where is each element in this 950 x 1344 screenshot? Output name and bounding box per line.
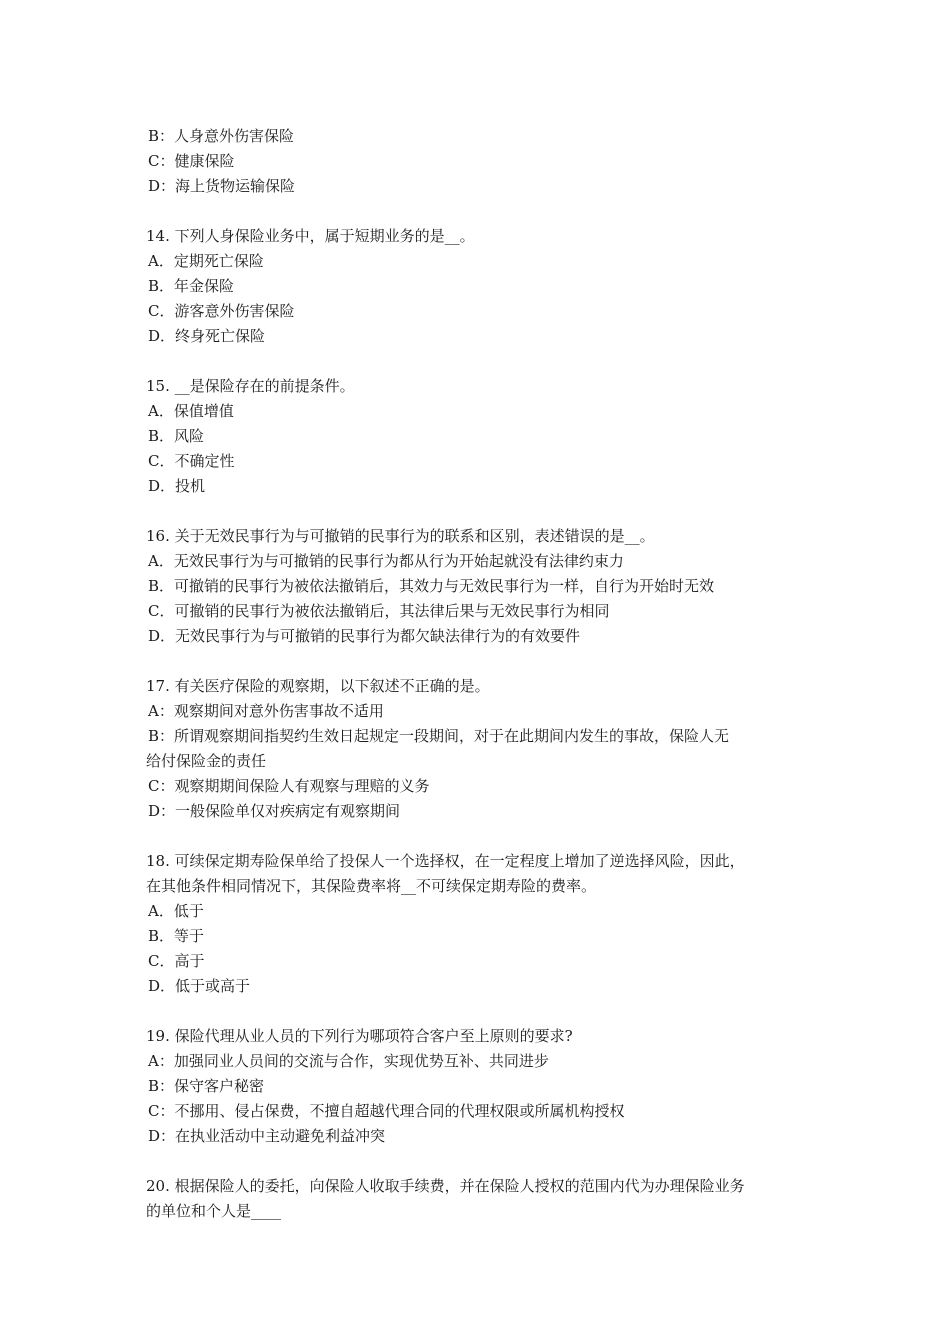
option-c: C．游客意外伤害保险 — [148, 302, 295, 320]
option-d: D：在执业活动中主动避免利益冲突 — [148, 1127, 386, 1145]
option-b: B：保守客户秘密 — [148, 1077, 265, 1095]
option-b: B．年金保险 — [148, 277, 235, 295]
option-b: B：所谓观察期间指契约生效日起规定一段期间，对于在此期间内发生的事故，保险人无 — [148, 727, 730, 745]
option-a: A：观察期间对意外伤害事故不适用 — [148, 702, 384, 720]
question-16 — [146, 524, 818, 649]
question-stem-continuation: 在其他条件相同情况下，其保险费率将__不可续保定期寿险的费率。 — [146, 877, 597, 895]
question-stem: 14. 下列人身保险业务中，属于短期业务的是__。 — [146, 227, 475, 245]
option-a: A．低于 — [148, 902, 204, 920]
question-15 — [146, 374, 818, 499]
option-c: C．高于 — [148, 952, 205, 970]
question-17 — [146, 674, 818, 824]
document-page — [146, 124, 818, 1224]
question-stem: 15. __是保险存在的前提条件。 — [146, 377, 355, 395]
question-stem: 16. 关于无效民事行为与可撤销的民事行为的联系和区别，表述错误的是__。 — [146, 527, 655, 545]
question-stem: 20. 根据保险人的委托，向保险人收取手续费，并在保险人授权的范围内代为办理保险业务 — [146, 1177, 745, 1195]
option-b: B：人身意外伤害保险 — [148, 127, 295, 145]
option-c: C：健康保险 — [148, 152, 235, 170]
option-c: C：观察期期间保险人有观察与理赔的义务 — [148, 777, 430, 795]
option-d: D．无效民事行为与可撤销的民事行为都欠缺法律行为的有效要件 — [148, 627, 581, 645]
option-a: A．无效民事行为与可撤销的民事行为都从行为开始起就没有法律约束力 — [148, 552, 624, 570]
option-a: A：加强同业人员间的交流与合作，实现优势互补、共同进步 — [148, 1052, 549, 1070]
option-d: D：海上货物运输保险 — [148, 177, 296, 195]
option-c: C：不挪用、侵占保费，不擅自超越代理合同的代理权限或所属机构授权 — [148, 1102, 625, 1120]
option-d: D．投机 — [148, 477, 206, 495]
question-stem-continuation: 的单位和个人是____ — [146, 1202, 282, 1220]
question-14 — [146, 224, 818, 349]
question-stem: 18. 可续保定期寿险保单给了投保人一个选择权，在一定程度上增加了逆选择风险，因此， — [146, 852, 745, 870]
question-19 — [146, 1024, 818, 1149]
option-d: D：一般保险单仅对疾病定有观察期间 — [148, 802, 401, 820]
option-a: A．定期死亡保险 — [148, 252, 264, 270]
option-b-continuation: 给付保险金的责任 — [146, 752, 267, 770]
option-b: B．等于 — [148, 927, 205, 945]
option-c: C．不确定性 — [148, 452, 235, 470]
option-d: D．终身死亡保险 — [148, 327, 266, 345]
option-d: D．低于或高于 — [148, 977, 251, 995]
question-13-options-tail — [146, 124, 818, 199]
question-20 — [146, 1174, 818, 1224]
question-18 — [146, 849, 818, 999]
option-c: C．可撤销的民事行为被依法撤销后，其法律后果与无效民事行为相同 — [148, 602, 610, 620]
option-b: B．可撤销的民事行为被依法撤销后，其效力与无效民事行为一样，自行为开始时无效 — [148, 577, 715, 595]
question-stem: 19. 保险代理从业人员的下列行为哪项符合客户至上原则的要求? — [146, 1027, 573, 1045]
option-a: A．保值增值 — [148, 402, 234, 420]
option-b: B．风险 — [148, 427, 205, 445]
question-stem: 17. 有关医疗保险的观察期，以下叙述不正确的是。 — [146, 677, 490, 695]
